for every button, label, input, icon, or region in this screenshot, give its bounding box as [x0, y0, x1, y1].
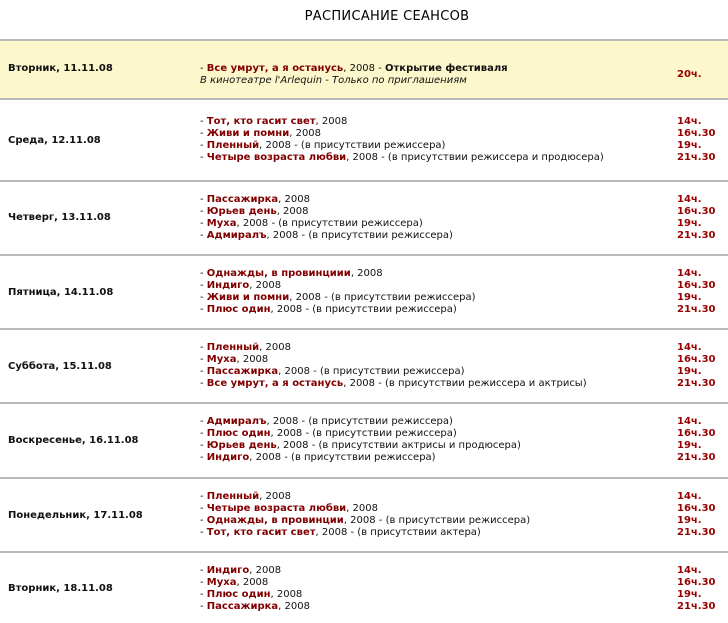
page-title: РАСПИСАНИЕ СЕАНСОВ	[304, 9, 470, 24]
film-title-link[interactable]: Все умрут, а я останусь	[206, 63, 344, 74]
film-info: , 2008 - (в присутствии режиссера)	[278, 366, 465, 377]
screening-line	[200, 354, 268, 366]
dash: -	[200, 63, 207, 74]
film-info: , 2008	[236, 577, 269, 588]
film-title-link[interactable]: Пленный	[206, 342, 260, 353]
dash: -	[200, 230, 207, 241]
film-title-link[interactable]: Тот, кто гасит свет	[206, 116, 316, 127]
dash: -	[200, 565, 207, 576]
dash: -	[200, 515, 207, 526]
film-title-link[interactable]: Плюс один	[206, 428, 271, 439]
screening-line	[200, 292, 476, 304]
dash: -	[200, 416, 207, 427]
film-title-link[interactable]: Муха	[206, 577, 237, 588]
film-title-link[interactable]: Юрьев день	[206, 440, 277, 451]
screening-line	[200, 565, 281, 577]
event-label: Открытие фестиваля	[385, 63, 508, 74]
film-title-link[interactable]: Живи и помни	[206, 128, 290, 139]
screening-time: 14ч.	[677, 268, 702, 279]
screening-line	[200, 194, 310, 206]
screening-line	[200, 280, 281, 292]
dash: -	[200, 194, 207, 205]
screening-time: 19ч.	[677, 218, 702, 229]
screening-time: 16ч.30	[677, 503, 716, 514]
film-info: , 2008	[315, 116, 348, 127]
dash: -	[200, 491, 207, 502]
screening-time: 16ч.30	[677, 354, 716, 365]
day-block	[0, 98, 728, 180]
film-info: , 2008	[289, 128, 322, 139]
screening-line	[200, 366, 464, 378]
day-block	[0, 39, 728, 98]
day-block	[0, 551, 728, 623]
film-info: , 2008 - (в присутствии режиссера)	[266, 230, 453, 241]
film-info: , 2008	[259, 491, 291, 502]
film-info: , 2008 - (в присутствии режиссера и актрисы)	[343, 378, 587, 389]
film-info: , 2008 - (в присутствии актрисы и продюсера)	[276, 440, 521, 451]
dash: -	[200, 589, 207, 600]
film-title-link[interactable]: Четыре возраста любви	[206, 152, 347, 163]
screening-time: 14ч.	[677, 342, 702, 353]
screening-line	[200, 515, 530, 527]
screening-time: 20ч.	[677, 69, 702, 80]
film-title-link[interactable]: Плюс один	[206, 589, 271, 600]
dash: -	[200, 527, 207, 538]
film-title-link[interactable]: Живи и помни	[206, 292, 290, 303]
screening-line	[200, 491, 291, 503]
screening-time: 21ч.30	[677, 378, 716, 389]
film-title-link[interactable]: Муха	[206, 354, 237, 365]
screening-line	[200, 601, 310, 613]
film-title-link[interactable]: Пассажирка	[206, 366, 279, 377]
film-title-link[interactable]: Муха	[206, 218, 237, 229]
dash: -	[200, 218, 207, 229]
dash: -	[200, 128, 207, 139]
screening-line	[200, 230, 453, 242]
dash: -	[200, 206, 207, 217]
dash: -	[200, 440, 207, 451]
screening-time: 21ч.30	[677, 601, 716, 612]
screening-line	[200, 589, 302, 601]
venue-note: В кинотеатре l'Arlequin - Только по приглашениям	[200, 75, 467, 86]
film-title-link[interactable]: Индиго	[206, 565, 250, 576]
screening-line	[200, 503, 378, 515]
screening-line	[200, 152, 604, 164]
film-title-link[interactable]: Пленный	[206, 491, 260, 502]
screening-time: 19ч.	[677, 515, 702, 526]
dash: -	[200, 378, 207, 389]
screening-time: 19ч.	[677, 589, 702, 600]
film-title-link[interactable]: Пассажирка	[206, 194, 279, 205]
film-info: , 2008 - (в присутствии режиссера)	[259, 140, 446, 151]
dash: -	[200, 304, 207, 315]
screening-line	[200, 378, 587, 390]
screening-line	[200, 342, 291, 354]
dash: -	[200, 366, 207, 377]
film-info: , 2008	[278, 194, 310, 205]
dash: -	[200, 354, 207, 365]
day-block	[0, 254, 728, 328]
dash: -	[200, 280, 207, 291]
screening-line	[200, 268, 383, 280]
screening-time: 16ч.30	[677, 206, 716, 217]
day-block	[0, 328, 728, 402]
film-info: , 2008	[276, 206, 309, 217]
dash: -	[200, 140, 207, 151]
film-title-link[interactable]: Пленный	[206, 140, 260, 151]
screening-line	[200, 428, 457, 440]
day-label: Вторник, 11.11.08	[8, 63, 113, 74]
screening-line	[200, 416, 453, 428]
screening-line	[200, 63, 508, 75]
dash: -	[200, 292, 207, 303]
film-title-link[interactable]: Адмиралъ	[206, 416, 267, 427]
dash: -	[200, 452, 207, 463]
dash: -	[200, 342, 207, 353]
film-info: , 2008	[346, 503, 378, 514]
dash: -	[200, 601, 207, 612]
film-info: , 2008 - (в присутствии режиссера)	[270, 304, 457, 315]
screening-line	[200, 440, 521, 452]
screening-time: 21ч.30	[677, 527, 716, 538]
screening-time: 19ч.	[677, 440, 702, 451]
film-title-link[interactable]: Пассажирка	[206, 601, 279, 612]
dash: -	[200, 577, 207, 588]
screening-time: 21ч.30	[677, 230, 716, 241]
screening-time: 14ч.	[677, 416, 702, 427]
film-info: , 2008 - (в присутствии режиссера)	[343, 515, 531, 526]
film-title-link[interactable]: Индиго	[206, 452, 250, 463]
film-info: , 2008	[350, 268, 383, 279]
day-label: Воскресенье, 16.11.08	[8, 435, 139, 446]
day-label: Среда, 12.11.08	[8, 135, 101, 146]
dash: -	[200, 152, 207, 163]
day-label: Четверг, 13.11.08	[8, 212, 111, 223]
screening-time: 14ч.	[677, 116, 702, 127]
film-info: , 2008	[249, 565, 282, 576]
film-title-link[interactable]: Тот, кто гасит свет	[206, 527, 316, 538]
dash: -	[200, 503, 207, 514]
dash: -	[200, 268, 207, 279]
film-info: , 2008 - (в присутствии режиссера)	[289, 292, 476, 303]
film-title-link[interactable]: Однажды, в провинциии	[206, 268, 351, 279]
screening-time: 14ч.	[677, 194, 702, 205]
film-info: , 2008	[278, 601, 310, 612]
dash: -	[200, 116, 207, 127]
film-title-link[interactable]: Плюс один	[206, 304, 271, 315]
screening-time: 19ч.	[677, 366, 702, 377]
screening-time: 16ч.30	[677, 428, 716, 439]
film-info: , 2008 - (в присутствии режиссера)	[249, 452, 436, 463]
screening-time: 16ч.30	[677, 280, 716, 291]
film-info: , 2008 - (в присутствии режиссера)	[270, 428, 457, 439]
screening-line	[200, 116, 347, 128]
screening-line	[200, 577, 268, 589]
screening-time: 16ч.30	[677, 577, 716, 588]
screening-time: 21ч.30	[677, 304, 716, 315]
day-block	[0, 477, 728, 551]
film-info: , 2008 - (в присутствии актера)	[315, 527, 481, 538]
screening-line	[200, 128, 321, 140]
film-info: , 2008	[259, 342, 291, 353]
film-title-link[interactable]: Индиго	[206, 280, 250, 291]
film-info: , 2008 - (в присутствии режиссера)	[266, 416, 453, 427]
film-info: , 2008	[249, 280, 282, 291]
screening-line	[200, 527, 481, 539]
screening-line	[200, 218, 423, 230]
film-title-link[interactable]: Все умрут, а я останусь	[206, 378, 344, 389]
day-label: Понедельник, 17.11.08	[8, 510, 143, 521]
day-label: Вторник, 18.11.08	[8, 583, 113, 594]
screening-time: 19ч.	[677, 292, 702, 303]
film-info: , 2008 - (в присутствии режиссера)	[236, 218, 423, 229]
screening-line	[200, 140, 445, 152]
screening-time: 14ч.	[677, 491, 702, 502]
film-info: , 2008 - (в присутствии режиссера и продюсера)	[346, 152, 604, 163]
screening-time: 21ч.30	[677, 152, 716, 163]
film-title-link[interactable]: Четыре возраста любви	[206, 503, 347, 514]
screening-line	[200, 452, 436, 464]
day-block	[0, 180, 728, 254]
film-title-link[interactable]: Юрьев день	[206, 206, 277, 217]
screening-time: 21ч.30	[677, 452, 716, 463]
film-title-link[interactable]: Однажды, в провинции	[206, 515, 344, 526]
day-label: Суббота, 15.11.08	[8, 361, 112, 372]
film-title-link[interactable]: Адмиралъ	[206, 230, 267, 241]
screening-time: 14ч.	[677, 565, 702, 576]
film-info: , 2008	[270, 589, 303, 600]
day-block	[0, 402, 728, 477]
screening-time: 16ч.30	[677, 128, 716, 139]
screening-line	[200, 206, 309, 218]
day-label: Пятница, 14.11.08	[8, 287, 114, 298]
film-info: , 2008	[236, 354, 269, 365]
dash: -	[200, 428, 207, 439]
screening-line	[200, 304, 457, 316]
film-info: , 2008 -	[343, 63, 385, 74]
screening-time: 19ч.	[677, 140, 702, 151]
